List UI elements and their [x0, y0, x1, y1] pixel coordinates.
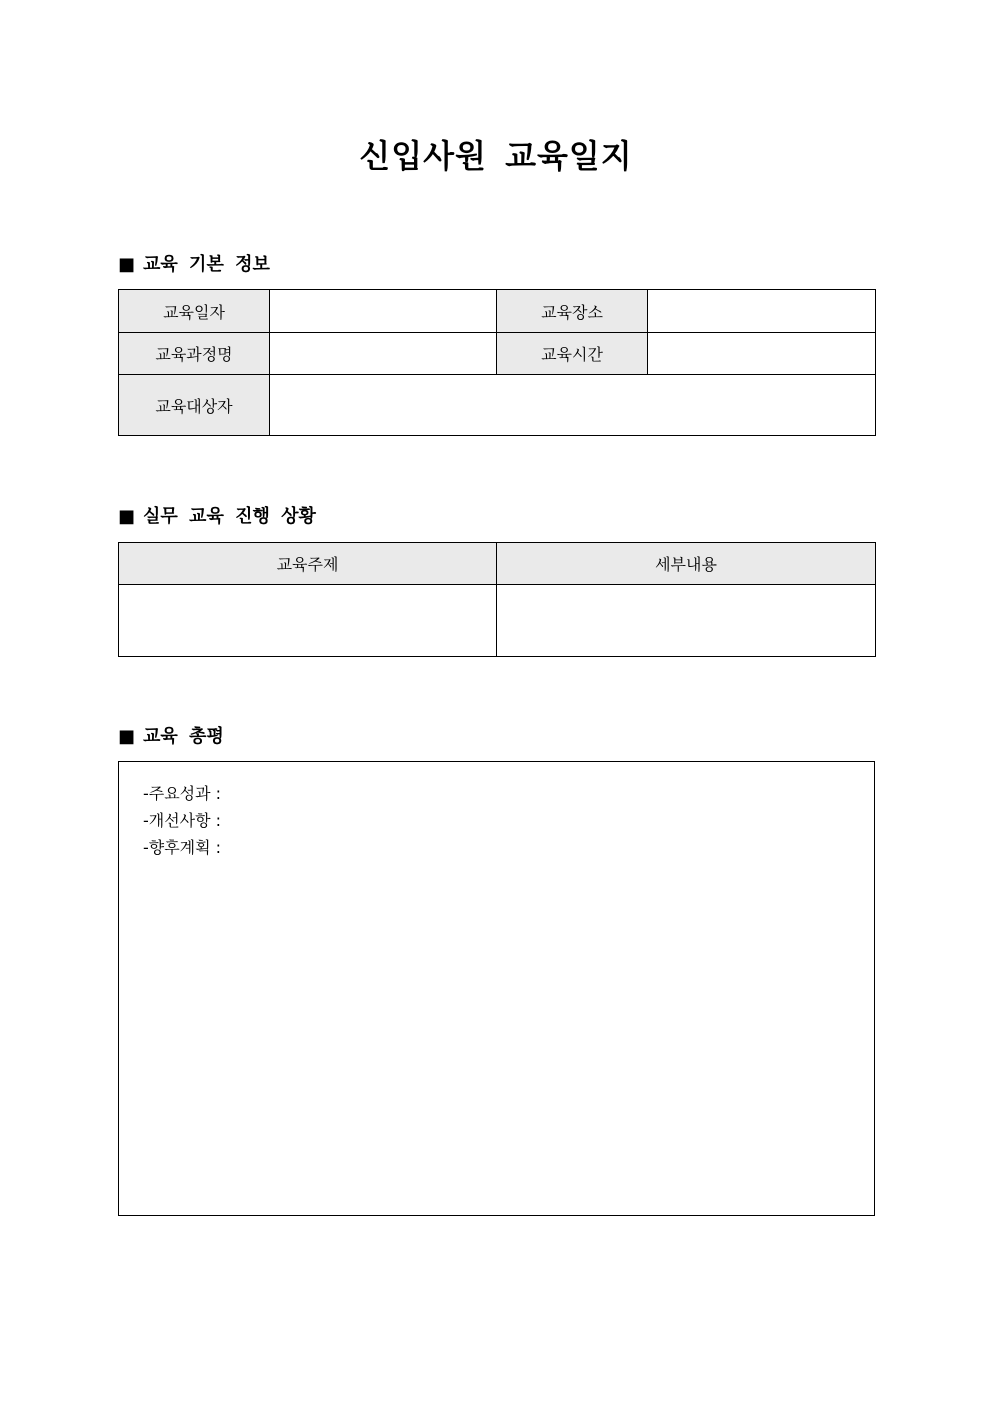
table-header-row [119, 543, 876, 585]
square-bullet-icon: ■ [118, 506, 136, 527]
square-bullet-icon: ■ [118, 254, 136, 275]
column-header-topic: 교육주제 [119, 543, 497, 585]
progress-table [118, 542, 876, 657]
section-title: 실무 교육 진행 상황 [143, 506, 316, 527]
place-field[interactable] [648, 290, 876, 333]
basic-info-table [118, 289, 876, 436]
section-heading-review [118, 724, 224, 750]
course-label: 교육과정명 [119, 333, 270, 375]
date-field[interactable] [270, 290, 497, 333]
key-results-line: -주요성과 : [143, 784, 222, 803]
future-plans-line: -향후계획 : [143, 838, 222, 857]
details-field[interactable] [497, 585, 876, 657]
table-row [119, 375, 876, 436]
review-text-area[interactable] [118, 761, 875, 1216]
square-bullet-icon: ■ [118, 726, 136, 747]
target-field[interactable] [270, 375, 876, 436]
course-field[interactable] [270, 333, 497, 375]
table-row [119, 585, 876, 657]
table-row [119, 333, 876, 375]
table-row [119, 290, 876, 333]
section-title: 교육 기본 정보 [143, 254, 270, 275]
place-label: 교육장소 [497, 290, 648, 333]
column-header-details: 세부내용 [497, 543, 876, 585]
time-field[interactable] [648, 333, 876, 375]
target-label: 교육대상자 [119, 375, 270, 436]
improvements-line: -개선사항 : [143, 811, 222, 830]
topic-field[interactable] [119, 585, 497, 657]
section-title: 교육 총평 [143, 726, 224, 747]
time-label: 교육시간 [497, 333, 648, 375]
date-label: 교육일자 [119, 290, 270, 333]
section-heading-progress [118, 504, 316, 530]
page-title: 신입사원 교육일지 [359, 137, 633, 175]
section-heading-basic-info [118, 252, 270, 278]
